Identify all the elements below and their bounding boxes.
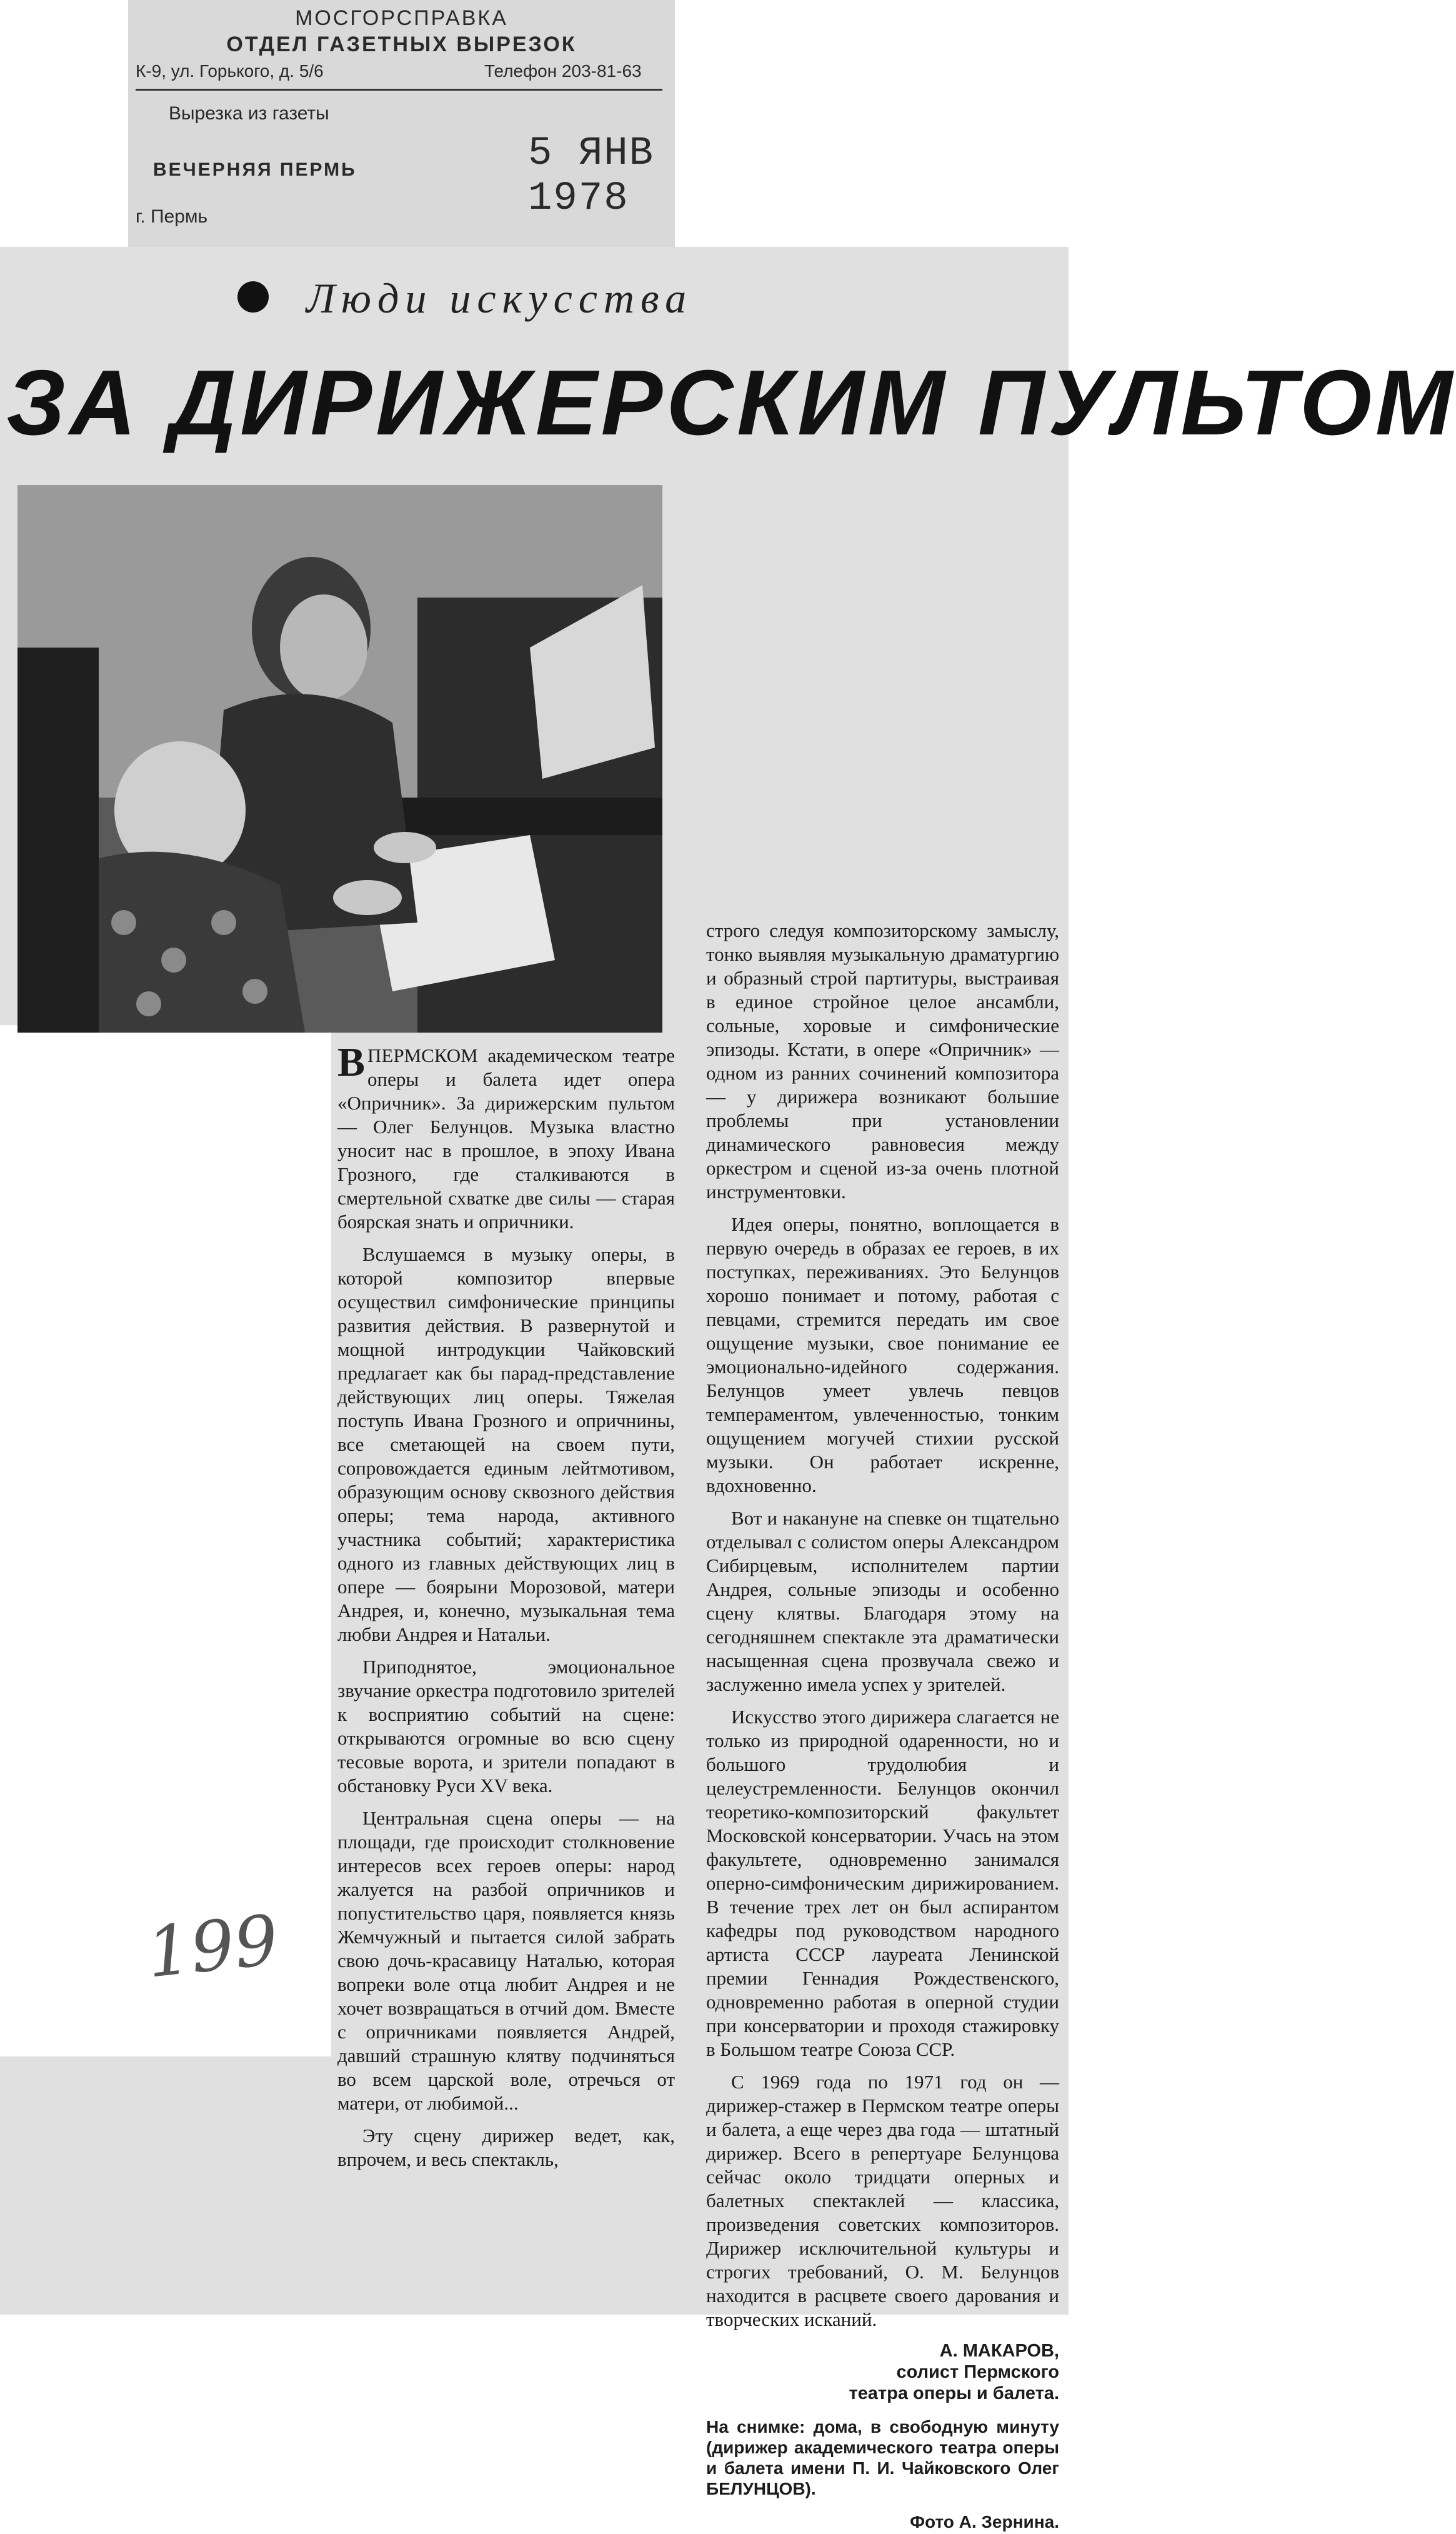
- author-name: А. МАКАРОВ,: [939, 2341, 1059, 2361]
- handwritten-number: 199: [142, 1900, 282, 1993]
- photo-illustration: [17, 485, 662, 1033]
- article-column-right: [706, 919, 1059, 2534]
- headline: ЗА ДИРИЖЕРСКИМ ПУЛЬТОМ: [6, 351, 1456, 454]
- stamp-department: ОТДЕЛ ГАЗЕТНЫХ ВЫРЕЗОК: [226, 33, 577, 56]
- paragraph-text: ПЕРМСКОМ академическом театре оперы и балета идет опера «Опричник». За дирижерским пультом — Олег Белунцов. Музыка властно уносит нас в прошлое, в эпоху Ивана Грозного, где сталкиваются в смертельной схватке две силы — старая боярская знать и опричники.: [337, 1044, 675, 1233]
- paper-backing: [0, 1025, 331, 2056]
- article-paragraph: Вслушаемся в музыку оперы, в которой композитор впервые осуществил симфонические принципы развития действия. В развернутой и мощной интродукции Чайковский предлагает как бы парад-представление действующих лиц оперы. Тяжелая поступь Ивана Грозного и опричнины, все сметающей на своем пути, сопровождается единым лейтмотивом, образующим основу сквозного действия оперы; тема народа, активного участника событий; характеристика одного из главных действующих лиц в опере — боярыни Морозовой, матери Андрея, и, конечно, музыкальная тема любви Андрея и Натальи.: [337, 1243, 675, 1645]
- stamp-divider: [136, 89, 662, 91]
- stamp-phone: Телефон 203-81-63: [484, 61, 642, 81]
- stamp-date: 5 ЯНВ 1978: [528, 131, 655, 221]
- author-role: театра оперы и балета.: [849, 2383, 1059, 2403]
- stamp-agency: МОСГОРСПРАВКА: [295, 6, 508, 30]
- article-paragraph: Идея оперы, понятно, воплощается в первую очередь в образах ее героев, в их поступках, переживаниях. Это Белунцов хорошо понимает и потому, работая с певцами, стремится передать им свое ощущение музыки, свое понимание ее эмоционально-идейного содержания. Белунцов умеет увлечь певцов темпераментом, увлеченностью, тонким ощущением могучей стихии русской музыки. Он работает искренне, вдохновенно.: [706, 1213, 1059, 1496]
- article-paragraph: Приподнятое, эмоциональное звучание оркестра подготовило зрителей к восприятию событий на сцене: открываются огромные во всю сцену тесовые ворота, и зрители попадают в обстановку Руси XV века.: [337, 1656, 675, 1796]
- dropcap: В: [337, 1039, 366, 1085]
- article-paragraph: [337, 1039, 675, 1234]
- article-paragraph: Вот и накануне на спевке он тщательно отделывал с солистом оперы Александром Сибирцевым, исполнителем партии Андрея, сольные эпизоды и особенно сцену клятвы. Благодаря этому на сегодняшнем спектакле эта драматически насыщенная сцена прозвучала свежо и заслуженно имела успех у зрителей.: [706, 1507, 1059, 1695]
- photo-conductor-at-piano: [17, 485, 662, 1033]
- stamp-newspaper: ВЕЧЕРНЯЯ ПЕРМЬ: [153, 159, 357, 180]
- article-paragraph: Центральная сцена оперы — на площади, где происходит столкновение интересов всех героев оперы: народ жалуется на разбой опричников и попустительство царя, появляется князь Жемчужный и пытается силой забрать свою дочь-красавицу Наталью, которая вопреки воле отца любит Андрея и не хочет возвращаться в отчий дом. Вместе с опричниками появляется Андрей, давший страшную клятву подчиняться во всем царской воле, отречься от матери, от любимой...: [337, 1807, 675, 2114]
- rubric: Люди искусства: [306, 274, 693, 322]
- article-column-left: [337, 1039, 675, 2180]
- article-paragraph: строго следуя композиторскому замыслу, тонко выявляя музыкальную драматургию и образный строй партитуры, выстраивая в единое стройное целое ансамбли, сольные, хоровые и симфонические эпизоды. Кстати, в опере «Опричник» — одном из ранних сочинений композитора — у дирижера возникают большие проблемы при установлении динамического равновесия между оркестром и сценой из-за очень плотной инструментовки.: [706, 919, 1059, 1203]
- author-role: солист Пермского: [896, 2362, 1059, 2382]
- author-signature: [706, 2340, 1059, 2404]
- clipping-service-stamp: [128, 0, 675, 247]
- stamp-clip-from: Вырезка из газеты: [169, 103, 329, 124]
- stamp-address: К-9, ул. Горького, д. 5/6: [136, 61, 324, 81]
- stamp-city: г. Пермь: [136, 206, 208, 227]
- article-paragraph: С 1969 года по 1971 год он — дирижер-стажер в Пермском театре оперы и балета, а еще через два года — штатный дирижер. Всего в репертуаре Белунцова сейчас около тридцати оперных и балетных спектаклей — классика, произведения советских композиторов. Дирижер исключительной культуры и строгих требований, О. М. Белунцов находится в расцвете своего дарования и творческих исканий.: [706, 2071, 1059, 2330]
- photo-caption: На снимке: дома, в свободную минуту (дирижер академического театра оперы и балета имени П. И. Чайковского Олег БЕЛУНЦОВ).: [706, 2417, 1059, 2498]
- photo-credit: Фото А. Зернина.: [910, 2512, 1059, 2531]
- bullet-icon: [237, 281, 269, 313]
- article-paragraph: Эту сцену дирижер ведет, как, впрочем, и весь спектакль,: [337, 2125, 675, 2170]
- article-paragraph: Искусство этого дирижера слагается не только из природной одаренности, но и большого трудолюбия и целеустремленности. Белунцов окончил теоретико-композиторский факультет Московской консерватории. Учась на этом факультете, одновременно занимался оперно-симфоническим дирижированием. В течение трех лет он был аспирантом кафедры под руководством народного артиста СССР лауреата Ленинской премии Геннадия Рождественского, одновременно работая в оперной студии при консерватории и проходя стажировку в Большом театре Союза ССР.: [706, 1706, 1059, 2060]
